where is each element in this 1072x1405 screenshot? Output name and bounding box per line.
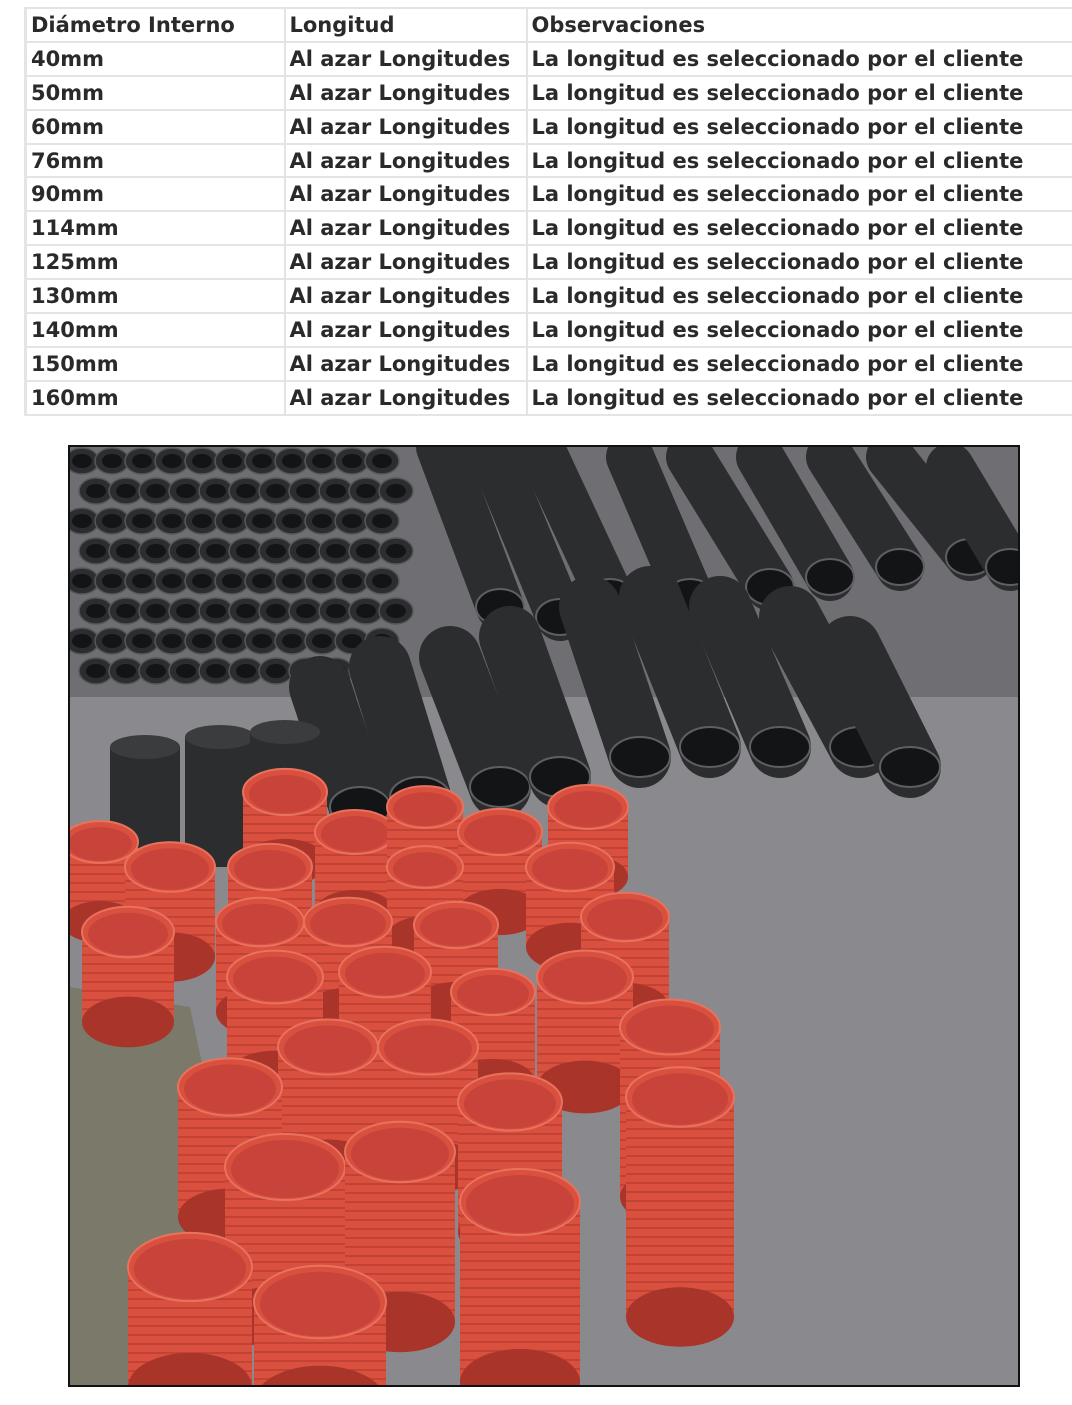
cell-observaciones: La longitud es seleccionado por el cliente: [527, 313, 1072, 347]
black-hose-opening: [266, 484, 286, 498]
black-hose-opening: [162, 574, 182, 588]
black-hose-opening: [296, 484, 316, 498]
cell-diametro: 90mm: [26, 177, 285, 211]
black-hose-opening: [222, 634, 242, 648]
cell-diametro: 150mm: [26, 347, 285, 381]
cell-diametro: 60mm: [26, 110, 285, 144]
header-diametro: Diámetro Interno: [26, 8, 285, 42]
black-hose-opening: [296, 604, 316, 618]
red-hose-opening: [420, 908, 492, 946]
black-hose-opening: [372, 454, 392, 468]
cell-longitud: Al azar Longitudes: [285, 313, 527, 347]
red-hose-opening: [384, 1026, 472, 1073]
cell-longitud: Al azar Longitudes: [285, 347, 527, 381]
black-hose-opening: [146, 664, 166, 678]
black-hose-end: [806, 559, 854, 595]
red-hose-base: [626, 1287, 734, 1346]
red-hose-opening: [222, 904, 298, 944]
cell-observaciones: La longitud es seleccionado por el cliente: [527, 245, 1072, 279]
table-row: [26, 279, 1072, 313]
black-hose-opening: [72, 634, 92, 648]
black-hose-opening: [222, 574, 242, 588]
black-hose-opening: [372, 574, 392, 588]
red-hose-opening: [134, 1239, 246, 1299]
black-hose-opening: [266, 604, 286, 618]
black-hose-opening: [132, 634, 152, 648]
black-hose-opening: [222, 454, 242, 468]
black-hose-opening: [222, 514, 242, 528]
black-hose-end: [110, 735, 180, 759]
cell-longitud: Al azar Longitudes: [285, 279, 527, 313]
black-hose-opening: [162, 454, 182, 468]
black-hose-end: [610, 737, 670, 777]
black-hose-opening: [356, 544, 376, 558]
black-hose-end: [750, 727, 810, 767]
red-hose-opening: [587, 899, 663, 939]
cell-observaciones: La longitud es seleccionado por el cliente: [527, 177, 1072, 211]
black-hose-opening: [326, 544, 346, 558]
cell-observaciones: La longitud es seleccionado por el cliente: [527, 381, 1072, 415]
black-hose-opening: [266, 664, 286, 678]
cell-longitud: Al azar Longitudes: [285, 110, 527, 144]
black-hose-opening: [342, 514, 362, 528]
black-hose-opening: [192, 634, 212, 648]
black-hose-opening: [356, 484, 376, 498]
cell-diametro: 140mm: [26, 313, 285, 347]
black-hose-opening: [206, 484, 226, 498]
black-hose-opening: [102, 514, 122, 528]
black-hose-opening: [162, 634, 182, 648]
black-hose-opening: [342, 454, 362, 468]
black-hose-opening: [102, 574, 122, 588]
product-photo: [68, 445, 1020, 1387]
black-hose-opening: [312, 574, 332, 588]
black-hose-opening: [116, 544, 136, 558]
red-hose-opening: [231, 1140, 339, 1198]
header-longitud: Longitud: [285, 8, 527, 42]
cell-diametro: 125mm: [26, 245, 285, 279]
cell-longitud: Al azar Longitudes: [285, 76, 527, 110]
black-hose-opening: [252, 454, 272, 468]
black-hose-end: [880, 747, 940, 787]
cell-longitud: Al azar Longitudes: [285, 381, 527, 415]
red-hose-opening: [234, 850, 306, 888]
black-hose-opening: [282, 574, 302, 588]
cell-observaciones: La longitud es seleccionado por el cliente: [527, 144, 1072, 178]
red-hose-opening: [184, 1064, 276, 1113]
black-hose-opening: [102, 454, 122, 468]
table-row: [26, 177, 1072, 211]
black-hose-end: [250, 720, 320, 744]
black-hose-end: [680, 727, 740, 767]
header-observaciones: Observaciones: [527, 8, 1072, 42]
black-hose-opening: [176, 664, 196, 678]
black-hose-opening: [72, 574, 92, 588]
black-hose-opening: [72, 514, 92, 528]
cell-diametro: 50mm: [26, 76, 285, 110]
cell-longitud: Al azar Longitudes: [285, 177, 527, 211]
red-hose-opening: [249, 775, 321, 813]
red-hose-opening: [70, 827, 132, 861]
black-hose-end: [470, 767, 530, 807]
red-hose-opening: [554, 791, 622, 827]
black-hose-opening: [386, 484, 406, 498]
table-row: [26, 144, 1072, 178]
black-hose-opening: [162, 514, 182, 528]
table-row: [26, 313, 1072, 347]
table-row: [26, 76, 1072, 110]
black-hose-end: [185, 725, 255, 749]
table-row: [26, 245, 1072, 279]
cell-longitud: Al azar Longitudes: [285, 42, 527, 76]
red-hose-body: [626, 1097, 734, 1317]
black-hose-opening: [236, 604, 256, 618]
black-hose-opening: [206, 544, 226, 558]
black-hose-opening: [176, 604, 196, 618]
black-hose-opening: [132, 574, 152, 588]
black-hose-opening: [252, 514, 272, 528]
red-hose-opening: [88, 913, 168, 956]
black-hose-opening: [282, 634, 302, 648]
black-hose-opening: [282, 514, 302, 528]
black-hose-opening: [252, 574, 272, 588]
black-hose-opening: [342, 574, 362, 588]
red-hose-opening: [543, 957, 627, 1002]
cell-diametro: 114mm: [26, 211, 285, 245]
black-hose-opening: [86, 484, 106, 498]
cell-diametro: 160mm: [26, 381, 285, 415]
table-row: [26, 42, 1072, 76]
hose-pile-illustration: [70, 447, 1018, 1385]
black-hose-opening: [266, 544, 286, 558]
red-hose-opening: [260, 1272, 380, 1337]
red-hose-opening: [351, 1128, 449, 1181]
black-hose-opening: [206, 604, 226, 618]
cell-observaciones: La longitud es seleccionado por el cliente: [527, 76, 1072, 110]
spec-table: [24, 7, 1072, 416]
black-hose-opening: [86, 604, 106, 618]
black-hose-opening: [236, 544, 256, 558]
black-hose-opening: [86, 664, 106, 678]
black-hose-opening: [102, 634, 122, 648]
table-header-row: [26, 8, 1072, 42]
red-hose-opening: [310, 904, 386, 944]
cell-observaciones: La longitud es seleccionado por el cliente: [527, 211, 1072, 245]
red-hose-opening: [131, 848, 209, 890]
red-hose-opening: [393, 852, 457, 886]
black-hose-opening: [192, 454, 212, 468]
cell-observaciones: La longitud es seleccionado por el cliente: [527, 279, 1072, 313]
black-hose-opening: [72, 454, 92, 468]
red-hose-base: [82, 997, 174, 1048]
black-hose-opening: [146, 604, 166, 618]
black-hose-opening: [252, 634, 272, 648]
cell-observaciones: La longitud es seleccionado por el cliente: [527, 347, 1072, 381]
red-hose-opening: [393, 792, 457, 826]
black-hose-opening: [146, 484, 166, 498]
table-row: [26, 381, 1072, 415]
cell-observaciones: La longitud es seleccionado por el cliente: [527, 42, 1072, 76]
black-hose-opening: [146, 544, 166, 558]
black-hose-opening: [356, 604, 376, 618]
black-hose-opening: [116, 484, 136, 498]
red-hose-opening: [345, 953, 425, 996]
black-hose-opening: [206, 664, 226, 678]
black-hose-opening: [176, 484, 196, 498]
black-hose-opening: [372, 514, 392, 528]
red-hose-opening: [464, 1079, 556, 1128]
cell-diametro: 130mm: [26, 279, 285, 313]
cell-longitud: Al azar Longitudes: [285, 245, 527, 279]
red-hose-opening: [532, 849, 608, 889]
red-hose-opening: [233, 957, 317, 1002]
black-hose-opening: [312, 514, 332, 528]
red-hose-opening: [457, 975, 529, 1013]
black-hose-opening: [386, 544, 406, 558]
black-hose-opening: [132, 454, 152, 468]
table-row: [26, 211, 1072, 245]
cell-observaciones: La longitud es seleccionado por el cliente: [527, 110, 1072, 144]
black-hose-opening: [116, 664, 136, 678]
black-hose-opening: [312, 454, 332, 468]
black-hose-opening: [236, 664, 256, 678]
black-hose-opening: [326, 484, 346, 498]
black-hose-end: [876, 549, 924, 585]
black-hose-opening: [282, 454, 302, 468]
cell-longitud: Al azar Longitudes: [285, 211, 527, 245]
black-hose-opening: [326, 604, 346, 618]
black-hose-opening: [116, 604, 136, 618]
black-hose-opening: [176, 544, 196, 558]
black-hose-opening: [312, 634, 332, 648]
black-hose-opening: [386, 604, 406, 618]
black-hose-opening: [296, 544, 316, 558]
black-hose-opening: [132, 514, 152, 528]
red-hose-opening: [464, 815, 536, 853]
red-hose-opening: [284, 1026, 372, 1073]
table-row: [26, 110, 1072, 144]
black-hose-opening: [86, 544, 106, 558]
black-hose-opening: [192, 574, 212, 588]
red-hose-opening: [632, 1073, 728, 1124]
red-hose-opening: [466, 1175, 574, 1233]
black-hose-opening: [192, 514, 212, 528]
red-hose-opening: [321, 816, 389, 852]
cell-diametro: 40mm: [26, 42, 285, 76]
table-row: [26, 347, 1072, 381]
cell-diametro: 76mm: [26, 144, 285, 178]
red-hose-opening: [626, 1006, 714, 1053]
cell-longitud: Al azar Longitudes: [285, 144, 527, 178]
black-hose-opening: [236, 484, 256, 498]
